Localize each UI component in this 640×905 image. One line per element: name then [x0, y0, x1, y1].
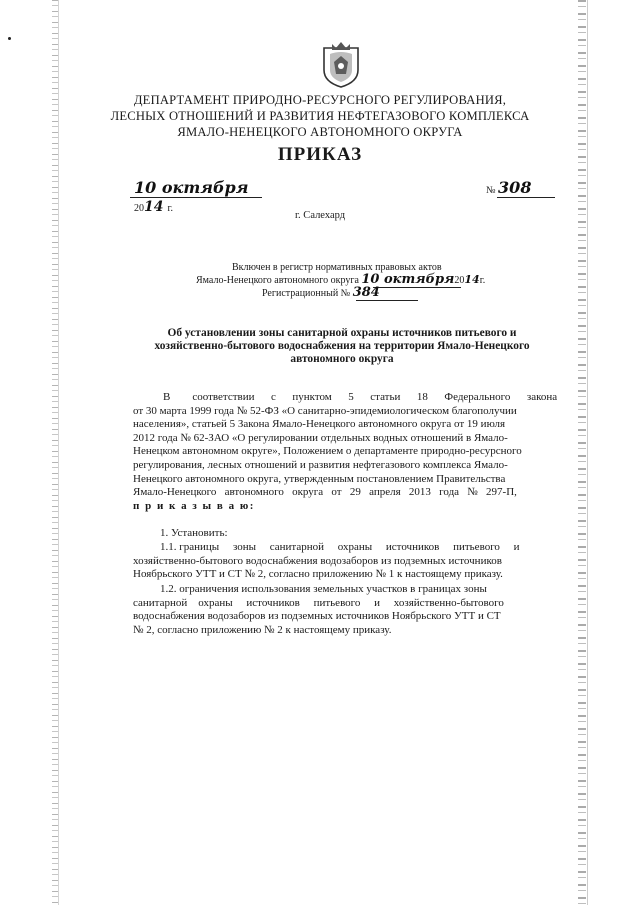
title-line-2: хозяйственно-бытового водоснабжения на территории Ямало-Ненецкого: [154, 340, 530, 352]
item-1-1-line-2: хозяйственно-бытового водоснабжения водозаборов из подземных источников: [133, 554, 502, 567]
department-line-2: ЛЕСНЫХ ОТНОШЕНИЙ И РАЗВИТИЯ НЕФТЕГАЗОВОГО КОМПЛЕКСА: [110, 109, 530, 123]
date-suffix: г.: [167, 203, 173, 214]
registry-year-suffix: г.: [479, 275, 486, 286]
department-line-3: ЯМАЛО-НЕНЕЦКОГО АВТОНОМНОГО ОКРУГА: [177, 125, 463, 139]
scan-edge-right-line: [587, 0, 588, 905]
date-underline: [130, 197, 262, 198]
item-1-1-line-1: 1.1. границы зоны санитарной охраны источников питьевого и: [160, 541, 520, 553]
registry-year: 20: [454, 275, 465, 286]
preamble-command: п р и к а з ы в а ю:: [133, 499, 255, 512]
document-type-title: ПРИКАЗ: [277, 144, 363, 165]
yamal-coat-of-arms-icon: [318, 40, 364, 88]
department-line-1: ДЕПАРТАМЕНТ ПРИРОДНО-РЕСУРСНОГО РЕГУЛИРОВАНИЯ,: [133, 93, 507, 107]
date-year-handwritten: 14: [144, 199, 164, 215]
number-prefix: №: [486, 185, 496, 196]
item-1-2-line-4: № 2, согласно приложению № 2 к настоящему приказу.: [133, 623, 392, 636]
number-underline: [497, 197, 555, 198]
registry-number-prefix: Регистрационный №: [262, 288, 351, 299]
item-1-2-line-1: 1.2. ограничения использования земельных участков в границах зоны: [160, 583, 487, 595]
item-1: 1. Установить:: [160, 527, 228, 539]
order-subject-title: [142, 327, 542, 366]
preamble-line-4: 2012 года № 62-ЗАО «О регулировании отдельных водных отношений в Ямало-: [133, 431, 508, 444]
registry-stamp-prefix: Ямало-Ненецкого автономного округа: [196, 275, 359, 286]
preamble-line-8: Ямало-Ненецкого автономного округа от 29 апреля 2013 года № 297-П,: [133, 486, 517, 499]
item-1-1: [133, 541, 550, 582]
registry-number-underline: [356, 300, 418, 301]
registry-stamp-line-1: Включен в регистр нормативных правовых актов: [232, 262, 442, 273]
item-1-2-line-3: водоснабжения водозаборов из подземных источников Ноябрьского УТТ и СТ: [133, 610, 501, 623]
registry-date-handwritten: 10 октября: [361, 272, 455, 287]
item-1-1-line-3: Ноябрьского УТТ и СТ № 2, согласно приложению № 1 к настоящему приказу.: [133, 568, 503, 581]
registry-stamp-line-2: [196, 274, 485, 287]
scan-edge-right: [578, 0, 586, 905]
preamble-paragraph: [133, 391, 558, 513]
number-handwritten: 308: [498, 178, 532, 197]
date-year: 20: [134, 203, 144, 214]
item-1-2: [133, 583, 550, 637]
preamble-line-6: регулирования, лесных отношений и развития нефтегазового комплекса Ямало-: [133, 458, 508, 471]
item-1-2-line-2: санитарной охраны источников питьевого и хозяйственно-бытового: [133, 596, 504, 609]
registry-stamp-line-3: [262, 287, 380, 300]
preamble-line-2: от 30 марта 1999 года № 52-ФЗ «О санитарно-эпидемиологическом благополучии: [133, 404, 517, 417]
scan-speck: [8, 37, 11, 40]
registry-year-handwritten: 14: [464, 273, 480, 286]
registry-number-handwritten: 384: [352, 285, 380, 300]
title-line-3: автономного округа: [290, 353, 394, 365]
date-handwritten: 10 октября: [134, 178, 249, 197]
preamble-line-3: населения», статьей 5 Закона Ямало-Ненецкого автономного округа от 19 июля: [133, 418, 506, 431]
order-number: [486, 178, 531, 197]
city: г. Салехард: [294, 210, 346, 221]
preamble-line-5: Ненецком автономном округе», Положением о департаменте природно-ресурсного: [133, 445, 522, 458]
title-line-1: Об установлении зоны санитарной охраны источников питьевого и: [167, 327, 517, 339]
scan-edge-left-line: [58, 0, 59, 905]
preamble-line-1: В соответствии с пунктом 5 статьи 18 Федерального закона: [163, 391, 558, 403]
registry-date-underline: [373, 287, 461, 288]
preamble-line-7: Ненецкого автономного округа, утвержденным постановлением Правительства: [133, 472, 506, 485]
